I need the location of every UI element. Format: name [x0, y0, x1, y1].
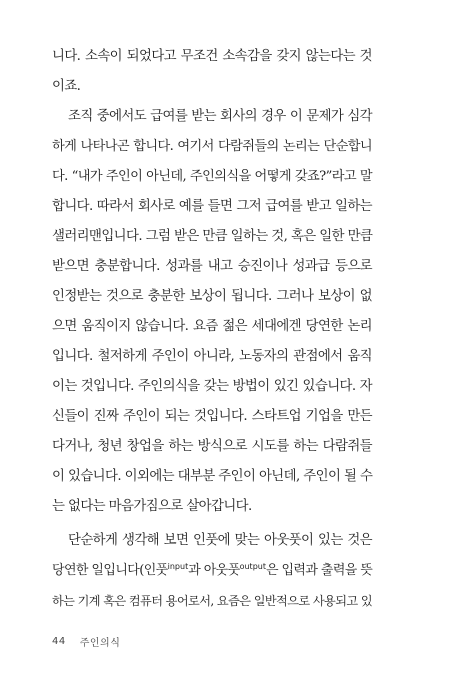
text-line: 다거나, 청년 창업을 하는 방식으로 시도를 하는 다람쥐들 — [52, 439, 372, 454]
text-line: 다. “내가 주인이 아닌데, 주인의식을 어떻게 갖죠?”라고 말 — [52, 169, 372, 184]
text-line: 단순하게 생각해 보면 인풋에 맞는 아웃풋이 있는 것은 — [68, 533, 372, 548]
superscript-output: output — [239, 562, 266, 571]
running-title: 주인의식 — [79, 637, 121, 649]
text-line: 는 없다는 마음가짐으로 살아갑니다. — [52, 499, 252, 514]
superscript-input: input — [167, 562, 189, 571]
text-line: 입니다. 철저하게 주인이 아니라, 노동자의 관점에서 움직 — [52, 349, 372, 364]
text-line: 신들이 진짜 주인이 되는 것입니다. 스타트업 기업을 만든 — [52, 409, 372, 424]
text-line: 니다. 소속이 되었다고 무조건 소속감을 갖지 않는다는 것 — [52, 49, 372, 64]
text-fragment: 과 아웃풋 — [188, 563, 240, 578]
text-line: 으면 움직이지 않습니다. 요즘 젊은 세대에겐 당연한 논리 — [52, 319, 372, 334]
text-line: 인정받는 것으로 충분한 보상이 됩니다. 그러나 보상이 없 — [52, 289, 372, 304]
page-footer — [52, 631, 120, 651]
text-line: 하는 기계 혹은 컴퓨터 용어로서, 요즘은 일반적으로 사용되고 있 — [52, 594, 372, 608]
text-fragment: 당연한 일입니다(인풋 — [52, 563, 168, 578]
text-line: 조직 중에서도 급여를 받는 회사의 경우 이 문제가 심각 — [68, 109, 372, 124]
text-line: 받으면 충분합니다. 성과를 내고 승진이나 성과급 등으로 — [52, 259, 372, 274]
text-fragment: 은 입력과 출력을 뜻 — [265, 563, 373, 578]
text-line: 하게 나타나곤 합니다. 여기서 다람쥐들의 논리는 단순합니 — [52, 139, 372, 154]
text-line: 샐러리맨입니다. 그럼 받은 만큼 일하는 것, 혹은 일한 만큼 — [52, 229, 373, 244]
text-line: 이 있습니다. 이외에는 대부분 주인이 아닌데, 주인이 될 수 — [52, 469, 373, 484]
text-line: 합니다. 따라서 회사로 예를 들면 그저 급여를 받고 일하는 — [52, 199, 372, 214]
text-line: 이는 것입니다. 주인의식을 갖는 방법이 있긴 있습니다. 자 — [52, 379, 372, 394]
page-number: 44 — [52, 635, 66, 647]
text-line-with-superscripts — [52, 556, 372, 586]
text-line: 이죠. — [52, 79, 81, 94]
